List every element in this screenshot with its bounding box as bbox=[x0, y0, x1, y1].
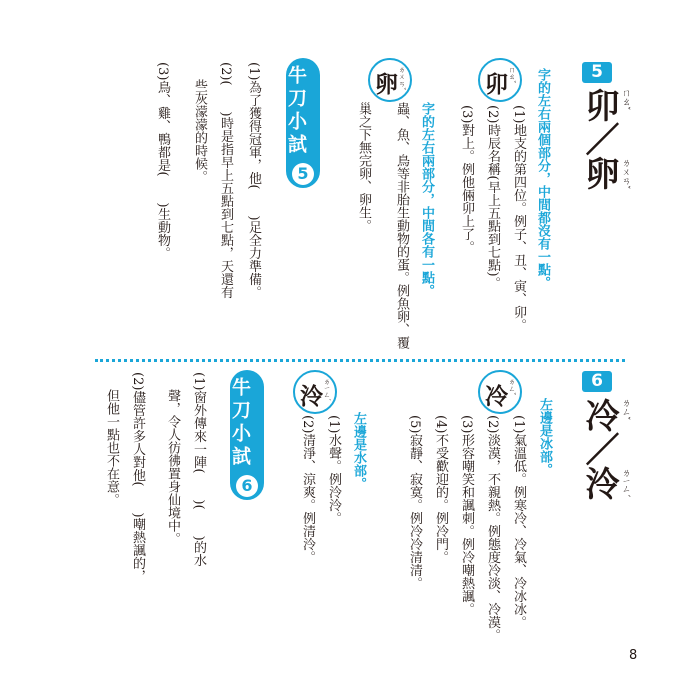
quiz5-q3: (3)鳥、雞、鴨都是( )生動物。 bbox=[155, 62, 170, 260]
rule-ling: 左邊是水部。 bbox=[351, 412, 366, 490]
char-badge-leng bbox=[478, 370, 522, 414]
rule-leng: 左邊是冰部。 bbox=[537, 398, 552, 476]
quiz6-q2: (2)儘管許多人對他( )嘲熱諷的， bbox=[130, 372, 145, 583]
badge-zhuyin: ㄌㄥˇ bbox=[508, 378, 516, 396]
badge-char: 卯 bbox=[485, 72, 508, 98]
quiz5-q1: (1)為了獲得冠軍，他( )足全力準備。 bbox=[246, 62, 261, 299]
badge-char: 泠 bbox=[300, 384, 323, 410]
title-char-a: 卯 bbox=[579, 88, 619, 122]
title-char-b: 泠 bbox=[579, 466, 619, 500]
quiz-number: 6 bbox=[236, 475, 258, 497]
item-luan-2: 巢之下無完卵、卵生。 bbox=[356, 102, 371, 232]
item-ling-1: (1)水聲。例泠泠。 bbox=[326, 415, 341, 525]
item-mao-2: (2)時辰名稱(早上五點到七點)。 bbox=[485, 105, 500, 290]
item-leng-2: (2)淡漠，不親熱。例態度冷淡、冷漠。 bbox=[485, 415, 500, 642]
badge-char: 卵 bbox=[375, 72, 398, 98]
quiz5-q2-cont: 些灰濛濛的時候。 bbox=[192, 62, 207, 184]
page-number: 8 bbox=[629, 648, 638, 663]
quiz-title: 牛刀小試 bbox=[285, 65, 307, 157]
zhuyin-title-b: ㄌㄧㄥˊ bbox=[620, 468, 630, 498]
char-badge-mao bbox=[478, 58, 522, 102]
quiz6-q1-cont: 聲，令人彷彿置身仙境中。 bbox=[165, 372, 180, 546]
item-leng-4: (4)不受歡迎的。例冷門。 bbox=[433, 415, 448, 564]
quiz-badge-5 bbox=[286, 58, 320, 188]
quiz-badge-6 bbox=[230, 370, 264, 500]
quiz-number: 5 bbox=[292, 163, 314, 185]
title-char-b: 卵 bbox=[579, 156, 619, 190]
zhuyin-title-a: ㄌㄥˇ bbox=[620, 398, 630, 421]
zhuyin-title-a: ㄇㄠˇ bbox=[620, 88, 630, 111]
section-divider bbox=[95, 359, 625, 362]
quiz6-q1: (1)窗外傳來一陣( )( )的水 bbox=[191, 372, 206, 567]
rule-mao: 字的左右兩個部分，中間都沒有一點。 bbox=[535, 68, 550, 289]
item-ling-2: (2)清淨、涼爽。例清泠。 bbox=[300, 415, 315, 564]
section-number-6: 6 bbox=[582, 371, 612, 392]
item-mao-1: (1)地支的第四位。例子、丑、寅、卯。 bbox=[511, 105, 526, 332]
badge-zhuyin: ㄌㄧㄥˊ bbox=[323, 378, 331, 402]
item-leng-5: (5)寂靜、寂寞。例冷冷清清。 bbox=[407, 415, 422, 590]
badge-zhuyin: ㄌㄨㄢˇ bbox=[398, 66, 406, 91]
title-char-a: 冷 bbox=[579, 398, 619, 432]
char-badge-luan bbox=[368, 58, 412, 102]
item-luan-1: 蟲、魚、鳥等非胎生動物的蛋。例魚卵、覆 bbox=[394, 102, 409, 349]
section-number-5: 5 bbox=[582, 62, 612, 83]
quiz-title: 牛刀小試 bbox=[229, 377, 251, 469]
item-mao-3: (3)對上。例他倆卯上了。 bbox=[459, 105, 474, 254]
section-title-5 bbox=[579, 88, 619, 190]
quiz6-q2-cont: 但他一點也不在意。 bbox=[104, 372, 119, 507]
quiz5-q2: (2)( )時是指早上五點到七點，天還有 bbox=[218, 62, 233, 299]
section-title-6 bbox=[579, 398, 619, 500]
char-badge-ling bbox=[293, 370, 337, 414]
badge-zhuyin: ㄇㄠˇ bbox=[508, 66, 516, 84]
title-slash: ／ bbox=[579, 122, 619, 156]
title-slash: ／ bbox=[579, 432, 619, 466]
rule-luan: 字的左右兩部分，中間各有一點。 bbox=[419, 102, 434, 297]
item-leng-1: (1)氣溫低。例寒冷、冷氣、冷冰冰。 bbox=[511, 415, 526, 629]
zhuyin-title-b: ㄌㄨㄢˇ bbox=[620, 158, 630, 190]
badge-char: 冷 bbox=[485, 384, 508, 410]
item-leng-3: (3)形容嘲笑和諷刺。例冷嘲熱諷。 bbox=[459, 415, 474, 616]
